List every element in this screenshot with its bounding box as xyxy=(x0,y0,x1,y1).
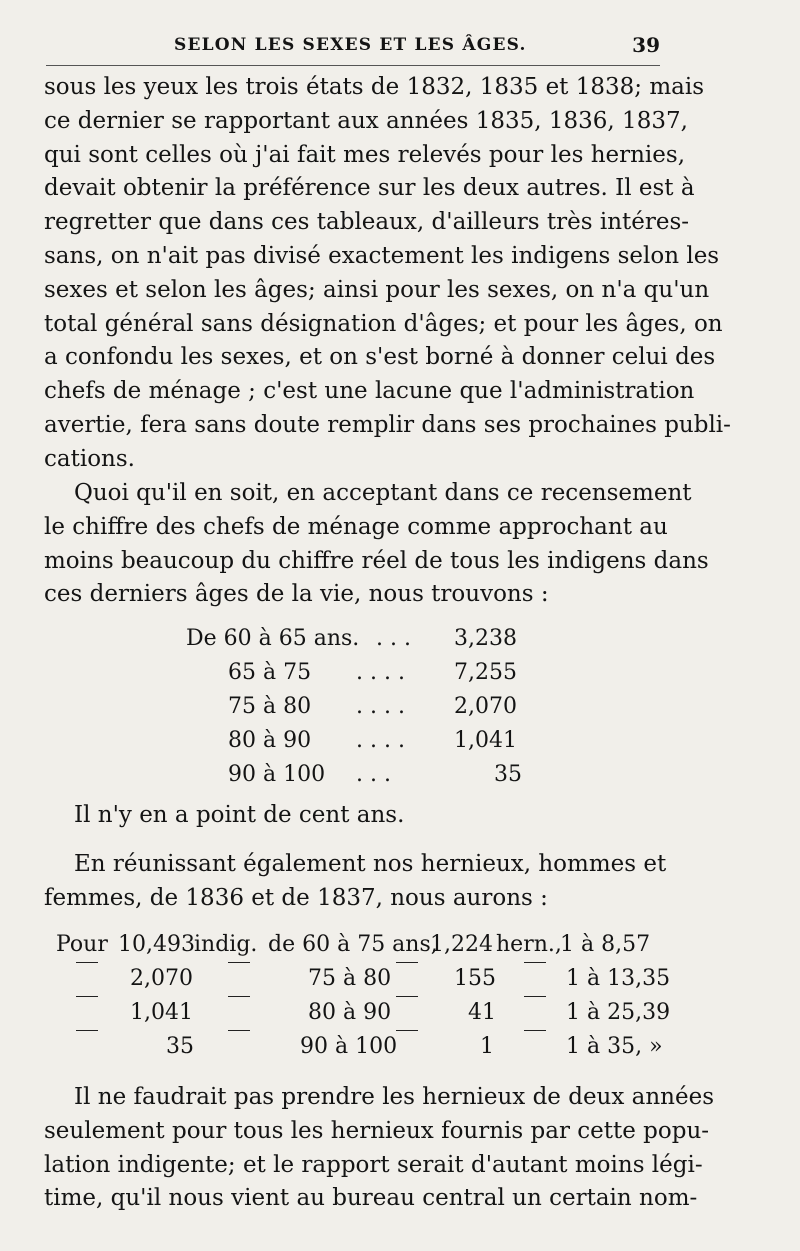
hernia-count: 155 xyxy=(454,966,496,991)
leader-dots: . . . xyxy=(356,762,391,787)
ratio: 1 à 13,35 xyxy=(566,966,671,991)
age-range: 80 à 90 xyxy=(308,1000,392,1025)
header-rule xyxy=(46,65,660,66)
paragraph-2 xyxy=(44,477,709,612)
indigent-label: indig. xyxy=(194,932,258,957)
hernia-count: 41 xyxy=(468,1000,496,1025)
text-line: a confondu les sexes, et on s'est borné à donner celui des xyxy=(44,344,716,371)
text-line: sexes et selon les âges; ainsi pour les sexes, on n'a qu'un xyxy=(44,276,710,303)
dash xyxy=(76,1030,98,1031)
text-line: moins beaucoup du chiffre réel de tous les indigens dans xyxy=(44,547,709,574)
paragraph-4 xyxy=(44,1081,715,1216)
indigent-count: 1,041 xyxy=(130,1000,193,1025)
text-line: avertie, fera sans doute remplir dans ses prochaines publi- xyxy=(44,411,731,438)
age-range: de 60 à 75 ans, xyxy=(268,932,438,957)
text-line: En réunissant également nos hernieux, hommes et xyxy=(74,851,667,877)
text-line: lation indigente; et le rapport serait d'autant moins légi- xyxy=(44,1151,703,1178)
dash xyxy=(76,962,98,963)
dash xyxy=(524,962,546,963)
dash xyxy=(396,1030,418,1031)
paragraph-3 xyxy=(44,848,666,916)
indigent-count: 35 xyxy=(166,1034,194,1059)
page-header xyxy=(46,33,660,63)
dash xyxy=(524,996,546,997)
age-range: 80 à 90 xyxy=(228,728,312,753)
text-line: ce dernier se rapportant aux années 1835, 1836, 1837, xyxy=(44,107,688,134)
text-line: femmes, de 1836 et de 1837, nous aurons : xyxy=(44,884,548,911)
dash xyxy=(396,962,418,963)
count: 7,255 xyxy=(454,660,517,685)
age-range: De 60 à 65 ans. xyxy=(186,626,360,651)
count: 1,041 xyxy=(454,728,517,753)
text-line: Il n'y en a point de cent ans. xyxy=(74,802,405,828)
text-line: total général sans désignation d'âges; et pour les âges, on xyxy=(44,310,723,337)
text-line: seulement pour tous les hernieux fournis par cette popu- xyxy=(44,1117,710,1144)
count: 35 xyxy=(494,762,522,787)
dash xyxy=(396,996,418,997)
ratio: 1 à 8,57 xyxy=(560,932,651,957)
indigent-count: 2,070 xyxy=(130,966,193,991)
indigent-count: 10,493 xyxy=(118,932,195,957)
age-range: 90 à 100 xyxy=(300,1034,398,1059)
dash xyxy=(228,1030,250,1031)
text-line: sans, on n'ait pas divisé exactement les indigens selon les xyxy=(44,242,720,269)
text-line: Quoi qu'il en soit, en acceptant dans ce recensement xyxy=(74,480,692,506)
dash xyxy=(228,962,250,963)
age-range: 75 à 80 xyxy=(228,694,312,719)
age-range: 90 à 100 xyxy=(228,762,326,787)
text-line: ces derniers âges de la vie, nous trouvons : xyxy=(44,581,549,608)
count: 3,238 xyxy=(454,626,517,651)
hernia-count: 1 xyxy=(480,1034,494,1059)
pour-label: Pour xyxy=(56,932,108,957)
text-line: cations. xyxy=(44,445,135,472)
count: 2,070 xyxy=(454,694,517,719)
running-head: SELON LES SEXES ET LES ÂGES. xyxy=(174,35,527,55)
text-line: devait obtenir la préférence sur les deux autres. Il est à xyxy=(44,175,695,202)
leader-dots: . . . . xyxy=(356,694,405,719)
page-number: 39 xyxy=(632,33,660,57)
age-range: 75 à 80 xyxy=(308,966,392,991)
dash xyxy=(524,1030,546,1031)
text-line: qui sont celles où j'ai fait mes relevés pour les hernies, xyxy=(44,141,686,168)
text-line: time, qu'il nous vient au bureau central un certain nom- xyxy=(44,1185,698,1212)
text-line: regretter que dans ces tableaux, d'ailleurs très intéres- xyxy=(44,209,690,236)
text-line: Il ne faudrait pas prendre les hernieux de deux années xyxy=(74,1084,715,1110)
ratio: 1 à 25,39 xyxy=(566,1000,671,1025)
text-line: sous les yeux les trois états de 1832, 1835 et 1838; mais xyxy=(44,74,705,100)
paragraph-1 xyxy=(44,71,731,477)
paragraph-no-centenarians xyxy=(44,799,666,833)
text-line: chefs de ménage ; c'est une lacune que l'administration xyxy=(44,378,695,405)
hernia-label: hern., xyxy=(496,932,562,957)
leader-dots: . . . . xyxy=(356,728,405,753)
leader-dots: . . . . xyxy=(356,660,405,685)
hernia-count: 1,224 xyxy=(430,932,493,957)
dash xyxy=(76,996,98,997)
text-line: le chiffre des chefs de ménage comme approchant au xyxy=(44,513,668,540)
ratio: 1 à 35, » xyxy=(566,1034,663,1059)
leader-dots: . . . xyxy=(376,626,411,651)
dash xyxy=(228,996,250,997)
age-range: 65 à 75 xyxy=(228,660,312,685)
